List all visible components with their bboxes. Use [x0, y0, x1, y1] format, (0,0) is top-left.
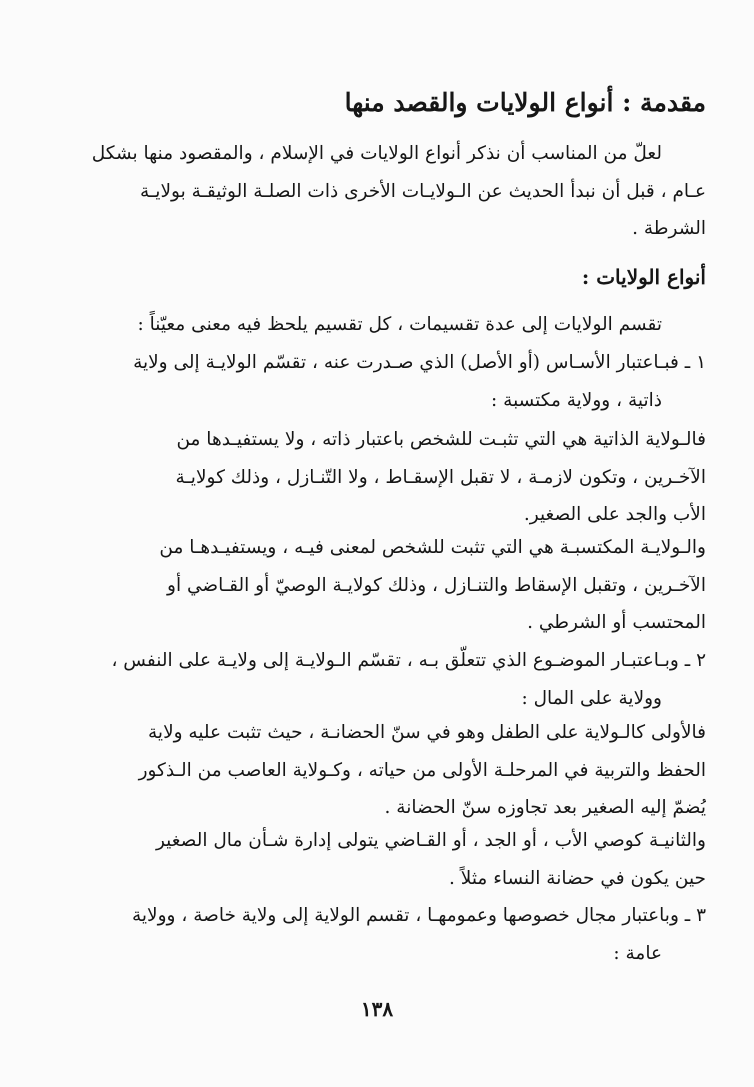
text-line: ٣ ـ وباعتبار مجال خصوصها وعمومهـا ، تقسم الولاية إلى ولاية خاصة ، وولاية: [131, 905, 706, 926]
text-line: الآخـرين ، وتكون لازمـة ، لا تقبل الإسقـاط ، ولا التّنـازل ، وذلك كولايـة: [175, 466, 706, 488]
page-title: مقدمة : أنواع الولايات والقصد منها: [344, 88, 706, 117]
acquired-authority-paragraph: [92, 529, 706, 642]
authority-over-person-paragraph: [92, 714, 706, 827]
list-item-3: [54, 897, 706, 972]
intro-classification-paragraph: [54, 306, 706, 344]
list-item-2: [54, 642, 706, 717]
text-line: وولاية على المال :: [521, 687, 662, 709]
text-line: لعلّ من المناسب أن نذكر أنواع الولايات في الإسلام ، والمقصود منها بشكل: [91, 143, 662, 164]
text-line: الشرطة .: [632, 218, 706, 239]
text-line: ذاتية ، وولاية مكتسبة :: [491, 389, 662, 411]
text-line: فالأولى كالـولاية على الطفل وهو في سنّ الحضانـة ، حيث تثبت عليه ولاية: [148, 722, 706, 743]
intro-paragraph: [54, 135, 706, 248]
authority-over-property-paragraph: [92, 822, 706, 897]
text-line: تقسم الولايات إلى عدة تقسيمات ، كل تقسيم يلحظ فيه معنى معيّناً :: [137, 314, 662, 335]
text-line: عـام ، قبل أن نبدأ الحديث عن الـولايـات الأخرى ذات الصلـة الوثيقـة بولايـة: [139, 180, 706, 202]
innate-authority-paragraph: [92, 421, 706, 534]
text-line: الأب والجد على الصغير.: [523, 504, 706, 525]
section-heading: أنواع الولايات :: [581, 265, 706, 289]
text-line: عامة :: [613, 942, 662, 964]
list-item-1: [54, 344, 706, 419]
text-line: ١ ـ فبـاعتبار الأسـاس (أو الأصل) الذي صـدرت عنه ، تقسّم الولايـة إلى ولاية: [133, 352, 706, 373]
text-line: الحفظ والتربية في المرحلـة الأولى من حياته ، وكـولاية العاصب من الـذكور: [138, 759, 706, 781]
text-line: والـولايـة المكتسبـة هي التي تثبت للشخص لمعنى فيـه ، ويستفيـدهـا من: [159, 537, 706, 558]
page-number: ١٣٨: [360, 997, 394, 1021]
text-line: ٢ ـ وبـاعتبـار الموضـوع الذي تتعلّق بـه ، تقسّم الـولايـة إلى ولايـة على النفس ،: [111, 650, 706, 671]
text-line: المحتسب أو الشرطي .: [527, 612, 706, 633]
text-line: فالـولاية الذاتية هي التي تثبـت للشخص باعتبار ذاته ، ولا يستفيـدها من: [176, 429, 706, 450]
text-line: والثانيـة كوصي الأب ، أو الجد ، أو القـاضي يتولى إدارة شـأن مال الصغير: [155, 830, 706, 851]
text-line: حين يكون في حضانة النساء مثلاً .: [449, 867, 706, 889]
text-line: يُضمّ إليه الصغير بعد تجاوزه سنّ الحضانة .: [384, 797, 706, 818]
text-line: الآخـرين ، وتقبل الإسقاط والتنـازل ، وذلك كولايـة الوصيّ أو القـاضي أو: [167, 574, 706, 596]
